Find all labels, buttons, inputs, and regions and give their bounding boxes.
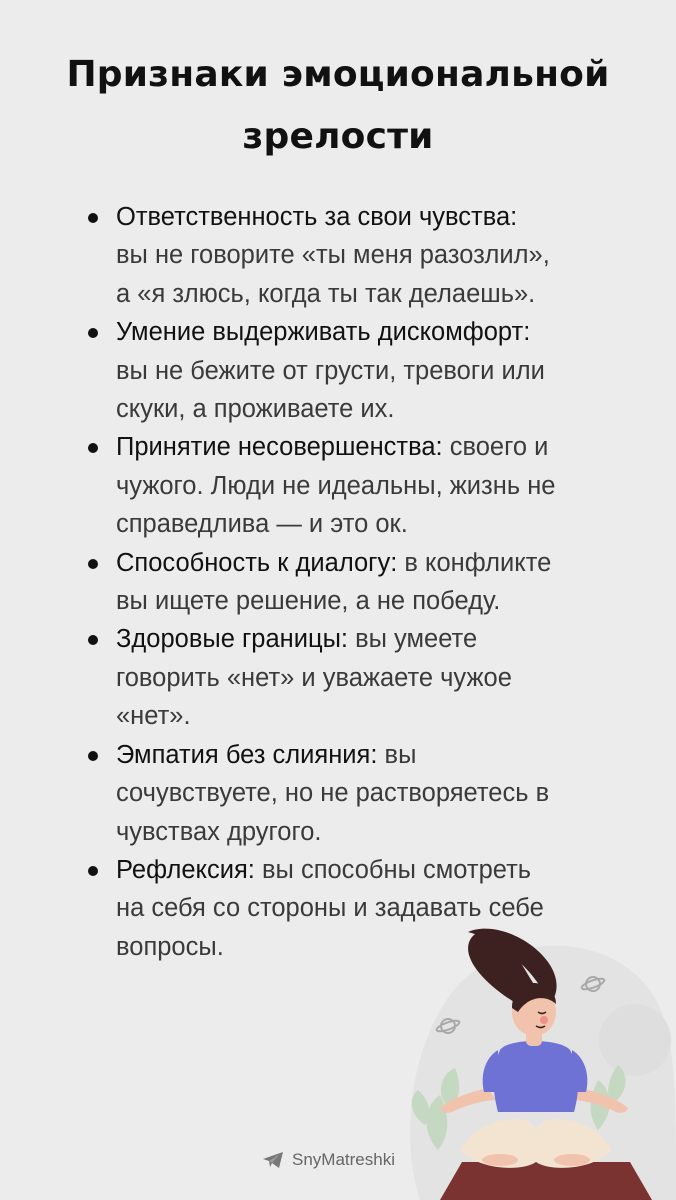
bullet-icon <box>88 328 98 338</box>
bullet-icon <box>88 213 98 223</box>
item-desc-tail: вы умеете <box>355 625 478 654</box>
list-item <box>86 736 626 851</box>
title-line-2: зрелости <box>242 116 434 157</box>
item-term: Принятие несовершенства: <box>116 433 443 462</box>
item-term: Эмпатия без слияния: <box>116 740 378 769</box>
bullet-icon <box>88 751 98 761</box>
title-line-1: Признаки эмоциональной <box>66 54 610 95</box>
bullet-icon <box>88 866 98 876</box>
brand-name: SnyMatreshki <box>292 1150 395 1169</box>
bullet-icon <box>88 635 98 645</box>
telegram-icon <box>262 1151 284 1169</box>
item-desc-line: справедлива — и это ок. <box>116 510 408 539</box>
item-desc-tail: вы <box>384 740 417 769</box>
item-desc-line: вы не говорите «ты меня разозлил», <box>116 241 550 270</box>
item-desc-line: «нет». <box>116 702 191 731</box>
item-desc-line: вы ищете решение, а не победу. <box>116 587 501 616</box>
list-item <box>86 620 626 735</box>
bullet-icon <box>88 443 98 453</box>
item-desc-line: вы не бежите от грусти, тревоги или <box>116 356 545 385</box>
item-term: Умение выдерживать дискомфорт: <box>116 318 531 347</box>
list-item <box>86 198 626 313</box>
item-desc-line: чужого. Люди не идеальны, жизнь не <box>116 471 556 500</box>
item-term: Ответственность за свои чувства: <box>116 203 518 231</box>
item-desc-tail: в конфликте <box>404 548 552 577</box>
item-desc-line: сочувствуете, но не растворяетесь в <box>116 779 550 808</box>
item-desc-line: чувствах другого. <box>116 817 322 846</box>
item-term: Способность к диалогу: <box>116 548 398 577</box>
bullet-icon <box>88 559 98 569</box>
item-desc-line: вопросы. <box>116 932 224 961</box>
meditating-woman-illustration <box>380 900 676 1200</box>
item-desc-line: на себя со стороны и задавать себе <box>116 894 544 923</box>
item-desc-tail: своего и <box>449 433 549 462</box>
page-title <box>0 44 676 168</box>
item-desc-line: а «я злюсь, когда ты так делаешь». <box>116 279 536 308</box>
list-item <box>86 428 626 543</box>
maturity-signs-list <box>86 198 626 966</box>
item-term: Рефлексия: <box>116 855 255 884</box>
brand-footer <box>262 1150 395 1170</box>
item-desc-line: говорить «нет» и уважаете чужое <box>116 663 512 692</box>
list-item <box>86 544 626 621</box>
list-item <box>86 313 626 428</box>
item-term: Здоровые границы: <box>116 625 348 654</box>
item-desc-tail: вы способны смотреть <box>261 855 532 884</box>
item-desc-line: скуки, а проживаете их. <box>116 395 395 424</box>
